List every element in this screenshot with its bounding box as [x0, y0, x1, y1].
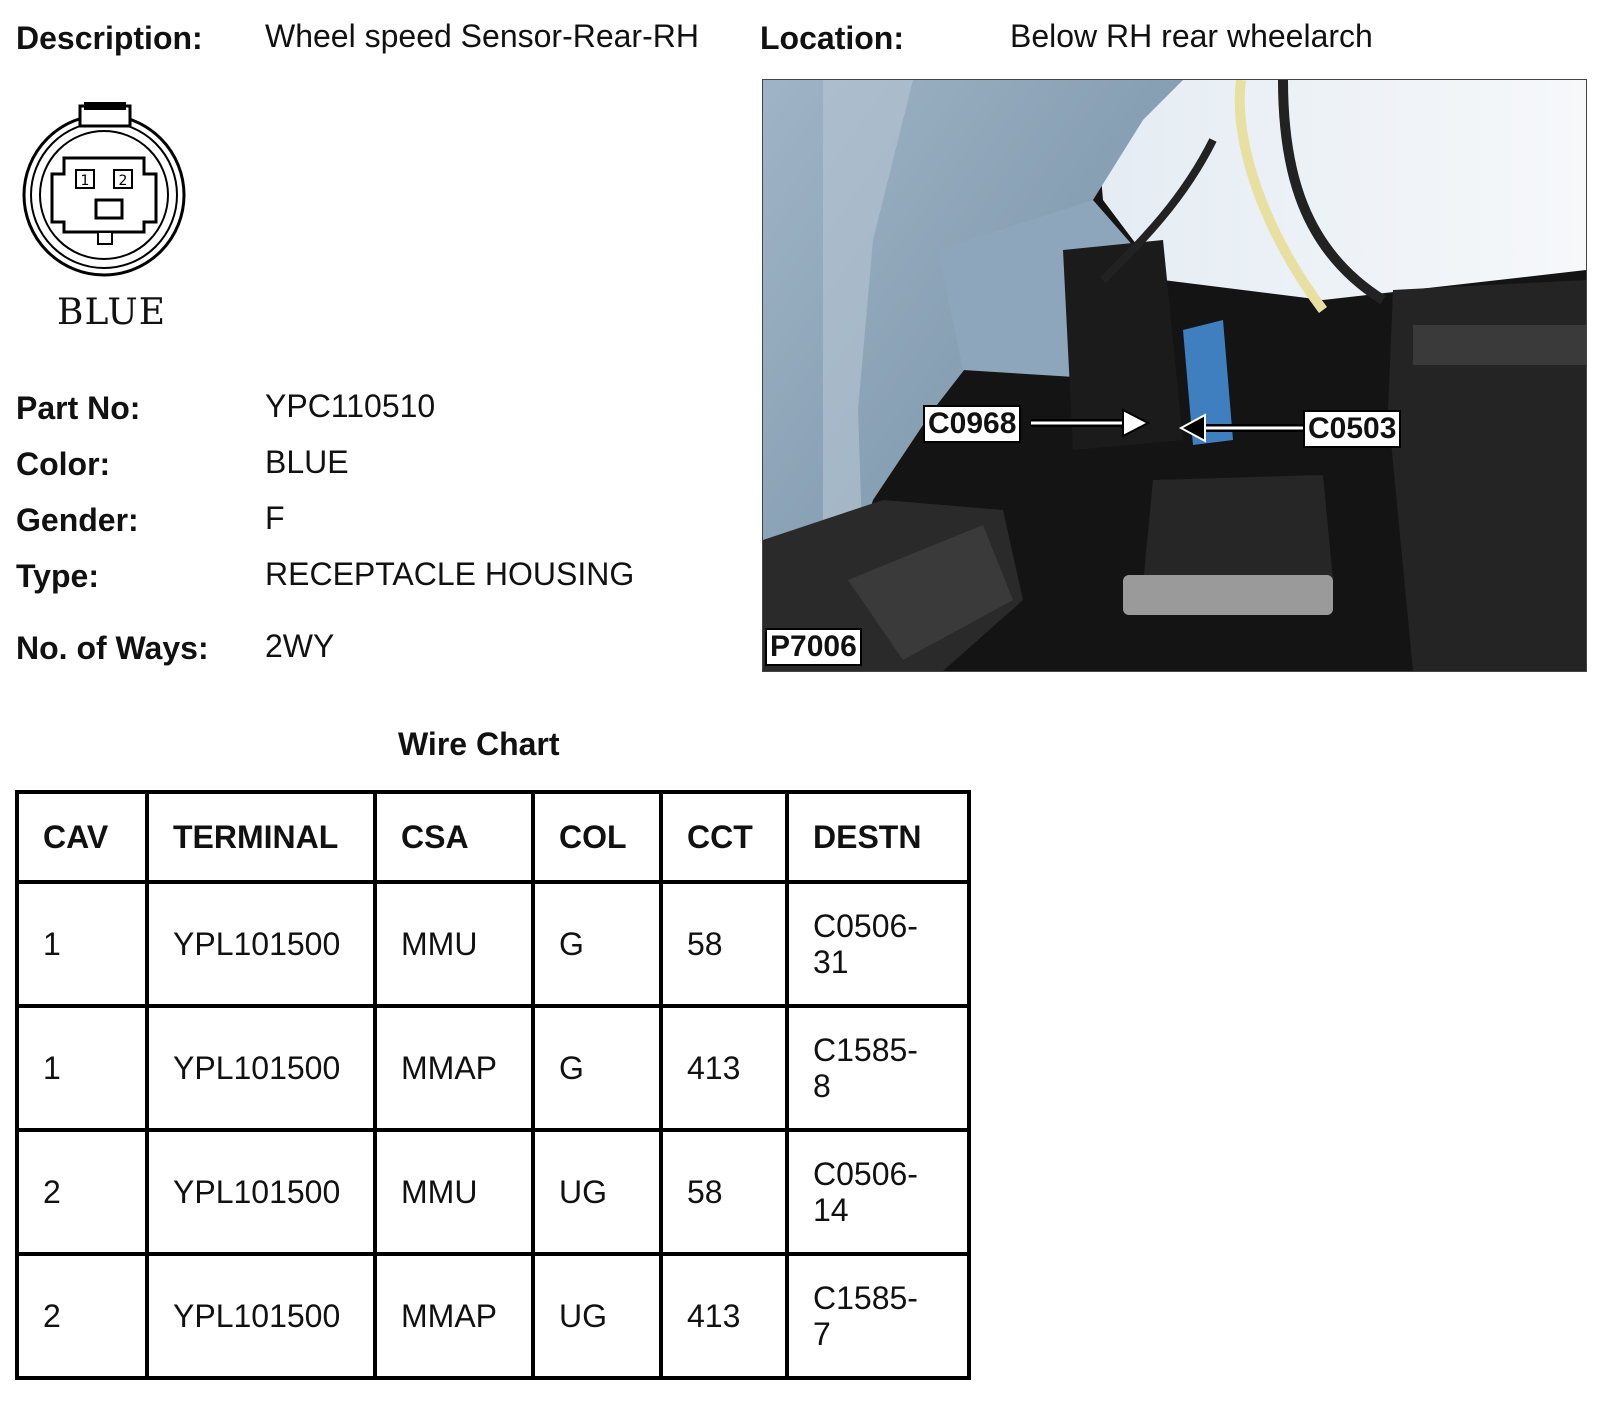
table-header-row — [17, 792, 969, 882]
cell-col: G — [533, 1006, 661, 1130]
cell-col: G — [533, 882, 661, 1006]
destn-connector: C0506- — [813, 908, 918, 944]
destn-pin: 7 — [813, 1316, 831, 1352]
cell-cav: 2 — [17, 1254, 147, 1378]
part-no-value: YPC110510 — [265, 388, 436, 424]
cell-terminal: YPL101500 — [147, 1130, 375, 1254]
column-header-csa: CSA — [375, 792, 533, 882]
color-label: Color: — [16, 446, 111, 482]
gender-value: F — [265, 500, 285, 536]
column-header-cav: CAV — [17, 792, 147, 882]
table-row — [17, 1254, 969, 1378]
table-row — [17, 882, 969, 1006]
cell-destn — [787, 1130, 969, 1254]
cell-cav: 2 — [17, 1130, 147, 1254]
destn-pin: 8 — [813, 1068, 831, 1104]
cell-cav: 1 — [17, 882, 147, 1006]
destn-connector: C0506- — [813, 1156, 918, 1192]
destn-connector: C1585- — [813, 1280, 918, 1316]
column-header-destn: DESTN — [787, 792, 969, 882]
table-row — [17, 1130, 969, 1254]
wire-chart-title: Wire Chart — [398, 726, 560, 762]
column-header-col: COL — [533, 792, 661, 882]
cell-cct: 58 — [661, 882, 787, 1006]
pin-2-label: 2 — [118, 173, 128, 189]
table-row — [17, 1006, 969, 1130]
cell-terminal: YPL101500 — [147, 882, 375, 1006]
location-photo — [762, 79, 1587, 672]
color-value: BLUE — [265, 444, 349, 480]
cell-csa: MMU — [375, 1130, 533, 1254]
column-header-cct: CCT — [661, 792, 787, 882]
figure-id: P7006 — [765, 628, 862, 666]
connector-color-label: BLUE — [57, 292, 167, 333]
cell-cct: 413 — [661, 1254, 787, 1378]
part-no-label: Part No: — [16, 390, 141, 426]
pin-1-label: 1 — [80, 173, 90, 189]
cell-terminal: YPL101500 — [147, 1006, 375, 1130]
location-label: Location: — [760, 20, 904, 56]
cell-cct: 58 — [661, 1130, 787, 1254]
connector-face-diagram — [18, 100, 190, 285]
cell-csa: MMAP — [375, 1006, 533, 1130]
gender-label: Gender: — [16, 502, 139, 538]
type-value: RECEPTACLE HOUSING — [265, 556, 635, 592]
callout-c0968: C0968 — [923, 405, 1021, 443]
cell-cav: 1 — [17, 1006, 147, 1130]
destn-pin: 14 — [813, 1192, 849, 1228]
location-photo-scene — [763, 80, 1586, 671]
ways-label: No. of Ways: — [16, 630, 209, 666]
cell-terminal: YPL101500 — [147, 1254, 375, 1378]
destn-pin: 31 — [813, 944, 849, 980]
cell-csa: MMU — [375, 882, 533, 1006]
cell-col: UG — [533, 1130, 661, 1254]
destn-connector: C1585- — [813, 1032, 918, 1068]
description-label: Description: — [16, 20, 203, 56]
cell-csa: MMAP — [375, 1254, 533, 1378]
ways-value: 2WY — [265, 628, 335, 664]
cell-col: UG — [533, 1254, 661, 1378]
wire-chart-table — [15, 790, 971, 1380]
cell-destn — [787, 1006, 969, 1130]
column-header-terminal: TERMINAL — [147, 792, 375, 882]
cell-destn — [787, 882, 969, 1006]
cell-cct: 413 — [661, 1006, 787, 1130]
description-value: Wheel speed Sensor-Rear-RH — [265, 18, 699, 54]
location-value: Below RH rear wheelarch — [1010, 18, 1373, 54]
cell-destn — [787, 1254, 969, 1378]
callout-c0503: C0503 — [1303, 410, 1401, 448]
type-label: Type: — [16, 558, 99, 594]
